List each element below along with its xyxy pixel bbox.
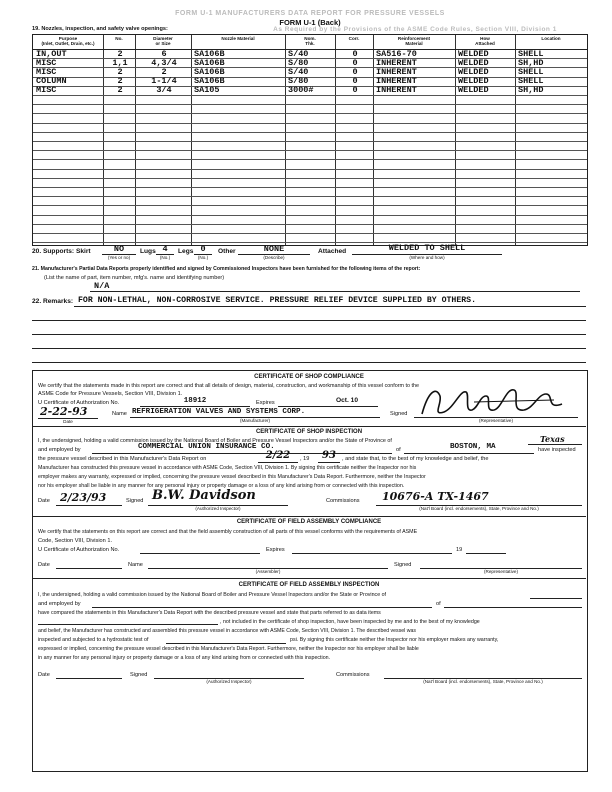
- table-cell: S/40: [288, 49, 309, 59]
- table-cell: SA105: [194, 86, 220, 96]
- table-cell: SA106B: [194, 77, 225, 87]
- shop-compliance-text1: We certify that the statements made in this report are correct and that all details of design, material, construction, and workmanship of this vessel conform to the: [38, 383, 420, 389]
- shop-inspection-19: , 19: [300, 456, 310, 462]
- shop-inspection-signed-hint: (Authorized Inspector): [195, 506, 241, 511]
- shop-inspection-commissions-hint: (Nat'l Board (incl. endorsements), State, Province and No.): [419, 506, 539, 511]
- nozzle-column-header: [135, 36, 191, 46]
- partial-reports-value: N/A: [94, 281, 110, 291]
- nozzle-column-header-line1: No.: [115, 36, 123, 41]
- table-cell: 0: [352, 67, 358, 77]
- table-cell: INHERENT: [376, 58, 417, 68]
- nozzle-column-header-line1: Diameter: [153, 36, 173, 41]
- shop-manufacturer-name: REFRIGERATION VALVES AND SYSTEMS CORP.: [132, 408, 306, 416]
- nozzle-column-header-line2: (Inlet, Outlet, Drain, etc.): [41, 41, 95, 46]
- table-cell: WELDED: [458, 86, 489, 96]
- field-expires-label: Expires: [266, 547, 285, 553]
- supports-legs-hint: (No.): [197, 255, 209, 260]
- supports-legs-label: Legs: [178, 248, 194, 255]
- table-cell: SA106B: [194, 58, 225, 68]
- field-inspection-date-label: Date: [38, 672, 50, 678]
- nozzle-column-header-line1: Corr.: [348, 36, 360, 41]
- table-cell: SA516-70: [376, 49, 417, 59]
- table-cell: 0: [352, 86, 358, 96]
- field-compliance-title: CERTIFICATE OF FIELD ASSEMBLY COMPLIANCE: [236, 519, 382, 525]
- shop-cert-label: U Certificate of Authorization No.: [38, 400, 120, 406]
- field-inspection-signed-hint: (Authorized Inspector): [206, 679, 252, 684]
- nozzle-column-header-line1: Nom.: [304, 36, 316, 41]
- table-cell: 3/4: [156, 86, 172, 96]
- shop-inspection-report-date: 2/22: [265, 450, 291, 461]
- supports-lugs-value: 4: [162, 244, 168, 254]
- field-compliance-name-hint: (Assembler): [255, 569, 281, 574]
- table-cell: WELDED: [458, 77, 489, 87]
- field-compliance-text1: We certify that the statements on this report are correct and that the field assembly construction of all parts of this vessel conforms with the requirements of ASME: [38, 529, 418, 535]
- table-cell: SHELL: [518, 49, 544, 59]
- shop-inspection-text4: employer makes any warranty, expressed or implied, concerning the pressure vessel described in this Manufacturer's Data Report. Furthermore, neither the Inspector: [38, 474, 426, 480]
- table-cell: 2: [117, 67, 123, 77]
- shop-inspection-date-label: Date: [38, 498, 50, 504]
- supports-attached-label: Attached: [318, 248, 347, 255]
- table-cell: S/80: [288, 77, 309, 87]
- field-inspection-title: CERTIFICATE OF FIELD ASSEMBLY INSPECTION: [238, 582, 380, 588]
- nozzle-column-header-line2: Thk.: [305, 41, 315, 46]
- partial-reports-label: 21. Manufacturer's Partial Data Reports properly identified and signed by Commissioned Inspectors have been furnished for the following items of the report:: [32, 266, 421, 272]
- field-inspection-signed-label: Signed: [130, 672, 148, 678]
- supports-other-label: Other: [218, 248, 236, 255]
- table-cell: INHERENT: [376, 86, 417, 96]
- ghost-form-title: FORM U-1 MANUFACTURERS DATA REPORT FOR PRESSURE VESSELS: [175, 10, 445, 17]
- table-cell: MISC: [36, 67, 57, 77]
- nozzle-column-header: [373, 36, 455, 46]
- table-row: [33, 68, 587, 77]
- nozzle-column-header-line1: Purpose: [58, 36, 78, 41]
- shop-name-label: Name: [112, 411, 127, 417]
- nozzle-column-header-line1: Location: [541, 36, 561, 41]
- shop-representative-signature-icon: [414, 382, 574, 422]
- remarks-label: 22. Remarks:: [32, 298, 74, 305]
- form-page: [30, 10, 590, 774]
- supports-attached-value: WELDED TO SHELL: [388, 243, 466, 253]
- shop-of-label: of: [396, 447, 401, 453]
- table-cell: SH,HD: [518, 86, 544, 96]
- table-cell: INHERENT: [376, 67, 417, 77]
- shop-cert-number: 18912: [183, 397, 207, 405]
- field-employed-label: and employed by: [38, 601, 81, 607]
- table-cell: 4,3/4: [151, 58, 177, 68]
- shop-compliance-date: 2-22-93: [40, 405, 88, 418]
- table-cell: 0: [352, 77, 358, 87]
- form-title: FORM U-1 (Back): [279, 18, 341, 27]
- table-cell: WELDED: [458, 49, 489, 59]
- field-inspection-text5a: inspected and subjected to a hydrostatic test of: [38, 637, 149, 643]
- table-cell: COLUMN: [36, 77, 67, 87]
- shop-compliance-text2: ASME Code for Pressure Vessels, Section VIII, Division 1.: [38, 391, 183, 397]
- partial-reports-hint: (List the name of part, item number, mfg's. name and identifying number): [44, 275, 225, 281]
- table-cell: 3000#: [288, 86, 314, 96]
- supports-legs-value: 0: [200, 244, 206, 254]
- supports-other-value: NONE: [263, 244, 285, 254]
- shop-signed-hint: (Representative): [479, 418, 513, 423]
- shop-employer-name: COMMERCIAL UNION INSURANCE CO.: [138, 443, 275, 451]
- shop-inspection-state: Texas: [540, 434, 565, 444]
- shop-inspection-text2: the pressure vessel described in this Manufacturer's Data Report on: [38, 456, 207, 462]
- field-inspection-commissions-label: Commissions: [336, 672, 370, 678]
- table-cell: INHERENT: [376, 77, 417, 87]
- nozzles-section-label: 19. Nozzles, inspection, and safety valve openings:: [32, 26, 168, 32]
- table-row: [33, 59, 587, 68]
- supports-label: 20. Supports: Skirt: [32, 248, 91, 255]
- table-cell: 2: [117, 77, 123, 87]
- field-inspection-commissions-hint: (Nat'l Board (incl. endorsements), State, Province and No.): [423, 679, 543, 684]
- shop-inspection-date: 2/23/93: [60, 491, 107, 504]
- shop-compliance-title: CERTIFICATE OF SHOP COMPLIANCE: [254, 374, 364, 380]
- field-inspection-text5b: psi. By signing this certificate neither the Inspector nor his employer makes any warranty,: [290, 637, 499, 643]
- table-row: [33, 77, 587, 86]
- shop-name-hint: (Manufacturer): [239, 418, 271, 423]
- table-cell: 1-1/4: [151, 77, 177, 87]
- field-inspection-text4: and belief, the Manufacturer has constructed and assembled this pressure vessel in accordance with ASME Code, Section VIII, Division 1. The described vessel was: [38, 628, 416, 634]
- shop-inspection-commissions-label: Commissions: [326, 498, 360, 504]
- field-compliance-text2: Code, Section VIII, Division 1.: [38, 538, 112, 544]
- table-cell: SA106B: [194, 67, 225, 77]
- table-cell: 2: [161, 67, 167, 77]
- table-cell: 2: [117, 49, 123, 59]
- ghost-form-subtitle: As Required by the Provisions of the ASME Code Rules, Section VIII, Division 1: [273, 26, 557, 33]
- table-row: [33, 86, 587, 95]
- table-cell: S/40: [288, 67, 309, 77]
- table-cell: MISC: [36, 86, 57, 96]
- table-cell: 6: [161, 49, 167, 59]
- shop-inspection-title: CERTIFICATE OF SHOP INSPECTION: [255, 429, 363, 435]
- shop-inspector-signature: B.W. Davidson: [152, 488, 256, 503]
- field-inspection-text7: in any manner for any personal injury or property damage or a loss of any kind arising from or connected with this inspection.: [38, 655, 331, 661]
- shop-inspection-text1: I, the undersigned, holding a valid commission issued by the National Board of Boiler and Pressure Vessel Inspectors and/or the State of Province of: [38, 438, 392, 444]
- shop-employer-city: BOSTON, MA: [450, 443, 496, 451]
- field-compliance-name-label: Name: [128, 562, 143, 568]
- table-row: [33, 50, 587, 59]
- shop-inspection-text2b: , and state that, to the best of my knowledge and belief, the: [342, 456, 489, 462]
- supports-skirt-value: NO: [113, 244, 125, 254]
- nozzle-column-header: [285, 36, 335, 46]
- shop-inspection-commissions: 10676-A TX-1467: [382, 490, 489, 503]
- table-cell: 2: [117, 86, 123, 96]
- nozzle-column-header-line2: or Size: [155, 41, 171, 46]
- table-cell: WELDED: [458, 67, 489, 77]
- nozzle-column-header-line1: Reinforcement: [397, 36, 431, 41]
- supports-other-hint: (Describe): [263, 255, 285, 260]
- remarks-value: FOR NON-LETHAL, NON-CORROSIVE SERVICE. PRESSURE RELIEF DEVICE SUPPLIED BY OTHERS.: [78, 296, 476, 305]
- nozzle-column-header: [33, 36, 103, 46]
- nozzle-column-header: [103, 36, 135, 41]
- field-of-label: of: [436, 601, 441, 607]
- shop-employed-label: and employed by: [38, 447, 81, 453]
- shop-inspection-report-year: 93: [322, 450, 336, 461]
- field-cert-label: U Certificate of Authorization No.: [38, 547, 120, 553]
- supports-lugs-hint: (No.): [159, 255, 171, 260]
- shop-signed-label: Signed: [390, 411, 408, 417]
- field-19-label: 19: [456, 547, 463, 553]
- field-inspection-text2: have compared the statements in this Manufacturer's Data Report with the described pressure vessel and state that parts referred to as data items: [38, 610, 381, 616]
- table-cell: SA106B: [194, 49, 225, 59]
- shop-expires-label: Expires: [256, 400, 275, 406]
- field-inspection-text6: expressed or implied, concerning the pressure vessel described in this Manufacturer's Data Report. Furthermore, neither the Inspector nor his employer shall be liable: [38, 646, 419, 652]
- nozzle-column-header-line1: How: [480, 36, 490, 41]
- table-cell: SHELL: [518, 77, 544, 87]
- nozzle-column-header-line2: Material: [405, 41, 423, 46]
- shop-inspection-text3: Manufacturer has constructed this pressure vessel in accordance with ASME Code, Section VIII, Division 1. By signing this certificate neither the Inspector nor his: [38, 465, 417, 471]
- table-cell: SHELL: [518, 67, 544, 77]
- field-compliance-signed-hint: (Representative): [484, 569, 518, 574]
- table-cell: S/80: [288, 58, 309, 68]
- nozzle-column-header-line2: Attached: [475, 41, 495, 46]
- field-inspection-text3: , not included in the certificate of shop inspection, have been inspected by me and to the best of my knowledge: [220, 619, 480, 625]
- table-cell: WELDED: [458, 58, 489, 68]
- table-cell: 0: [352, 49, 358, 59]
- table-cell: SH,HD: [518, 58, 544, 68]
- supports-skirt-hint: (Yes or no): [107, 255, 131, 260]
- field-compliance-signed-label: Signed: [394, 562, 412, 568]
- nozzle-column-header: [515, 36, 587, 41]
- field-compliance-date-label: Date: [38, 562, 50, 568]
- nozzle-column-header: [191, 36, 285, 41]
- shop-date-hint: Date: [63, 419, 73, 424]
- nozzle-column-header: [335, 36, 373, 41]
- table-cell: IN,OUT: [36, 49, 67, 59]
- shop-expires-value: Oct. 10: [336, 397, 358, 404]
- table-cell: 0: [352, 58, 358, 68]
- field-inspection-text1: I, the undersigned, holding a valid commission issued by the National Board of Boiler and Pressure Vessel Inspectors and/or the State or Province of: [38, 592, 387, 598]
- shop-have-inspected: have inspected: [538, 447, 576, 453]
- shop-inspection-text5: nor his employer shall be liable in any manner for any personal injury or property damage or a loss of any kind arising from or connected with this inspection.: [38, 483, 405, 489]
- nozzle-table: [32, 34, 588, 246]
- table-cell: 1,1: [112, 58, 128, 68]
- supports-lugs-label: Lugs: [140, 248, 156, 255]
- nozzle-column-header: [455, 36, 515, 46]
- nozzle-column-header-line1: Nozzle Material: [221, 36, 255, 41]
- table-cell: MISC: [36, 58, 57, 68]
- shop-inspection-signed-label: Signed: [126, 498, 144, 504]
- supports-attached-hint: (Where and how): [409, 255, 445, 260]
